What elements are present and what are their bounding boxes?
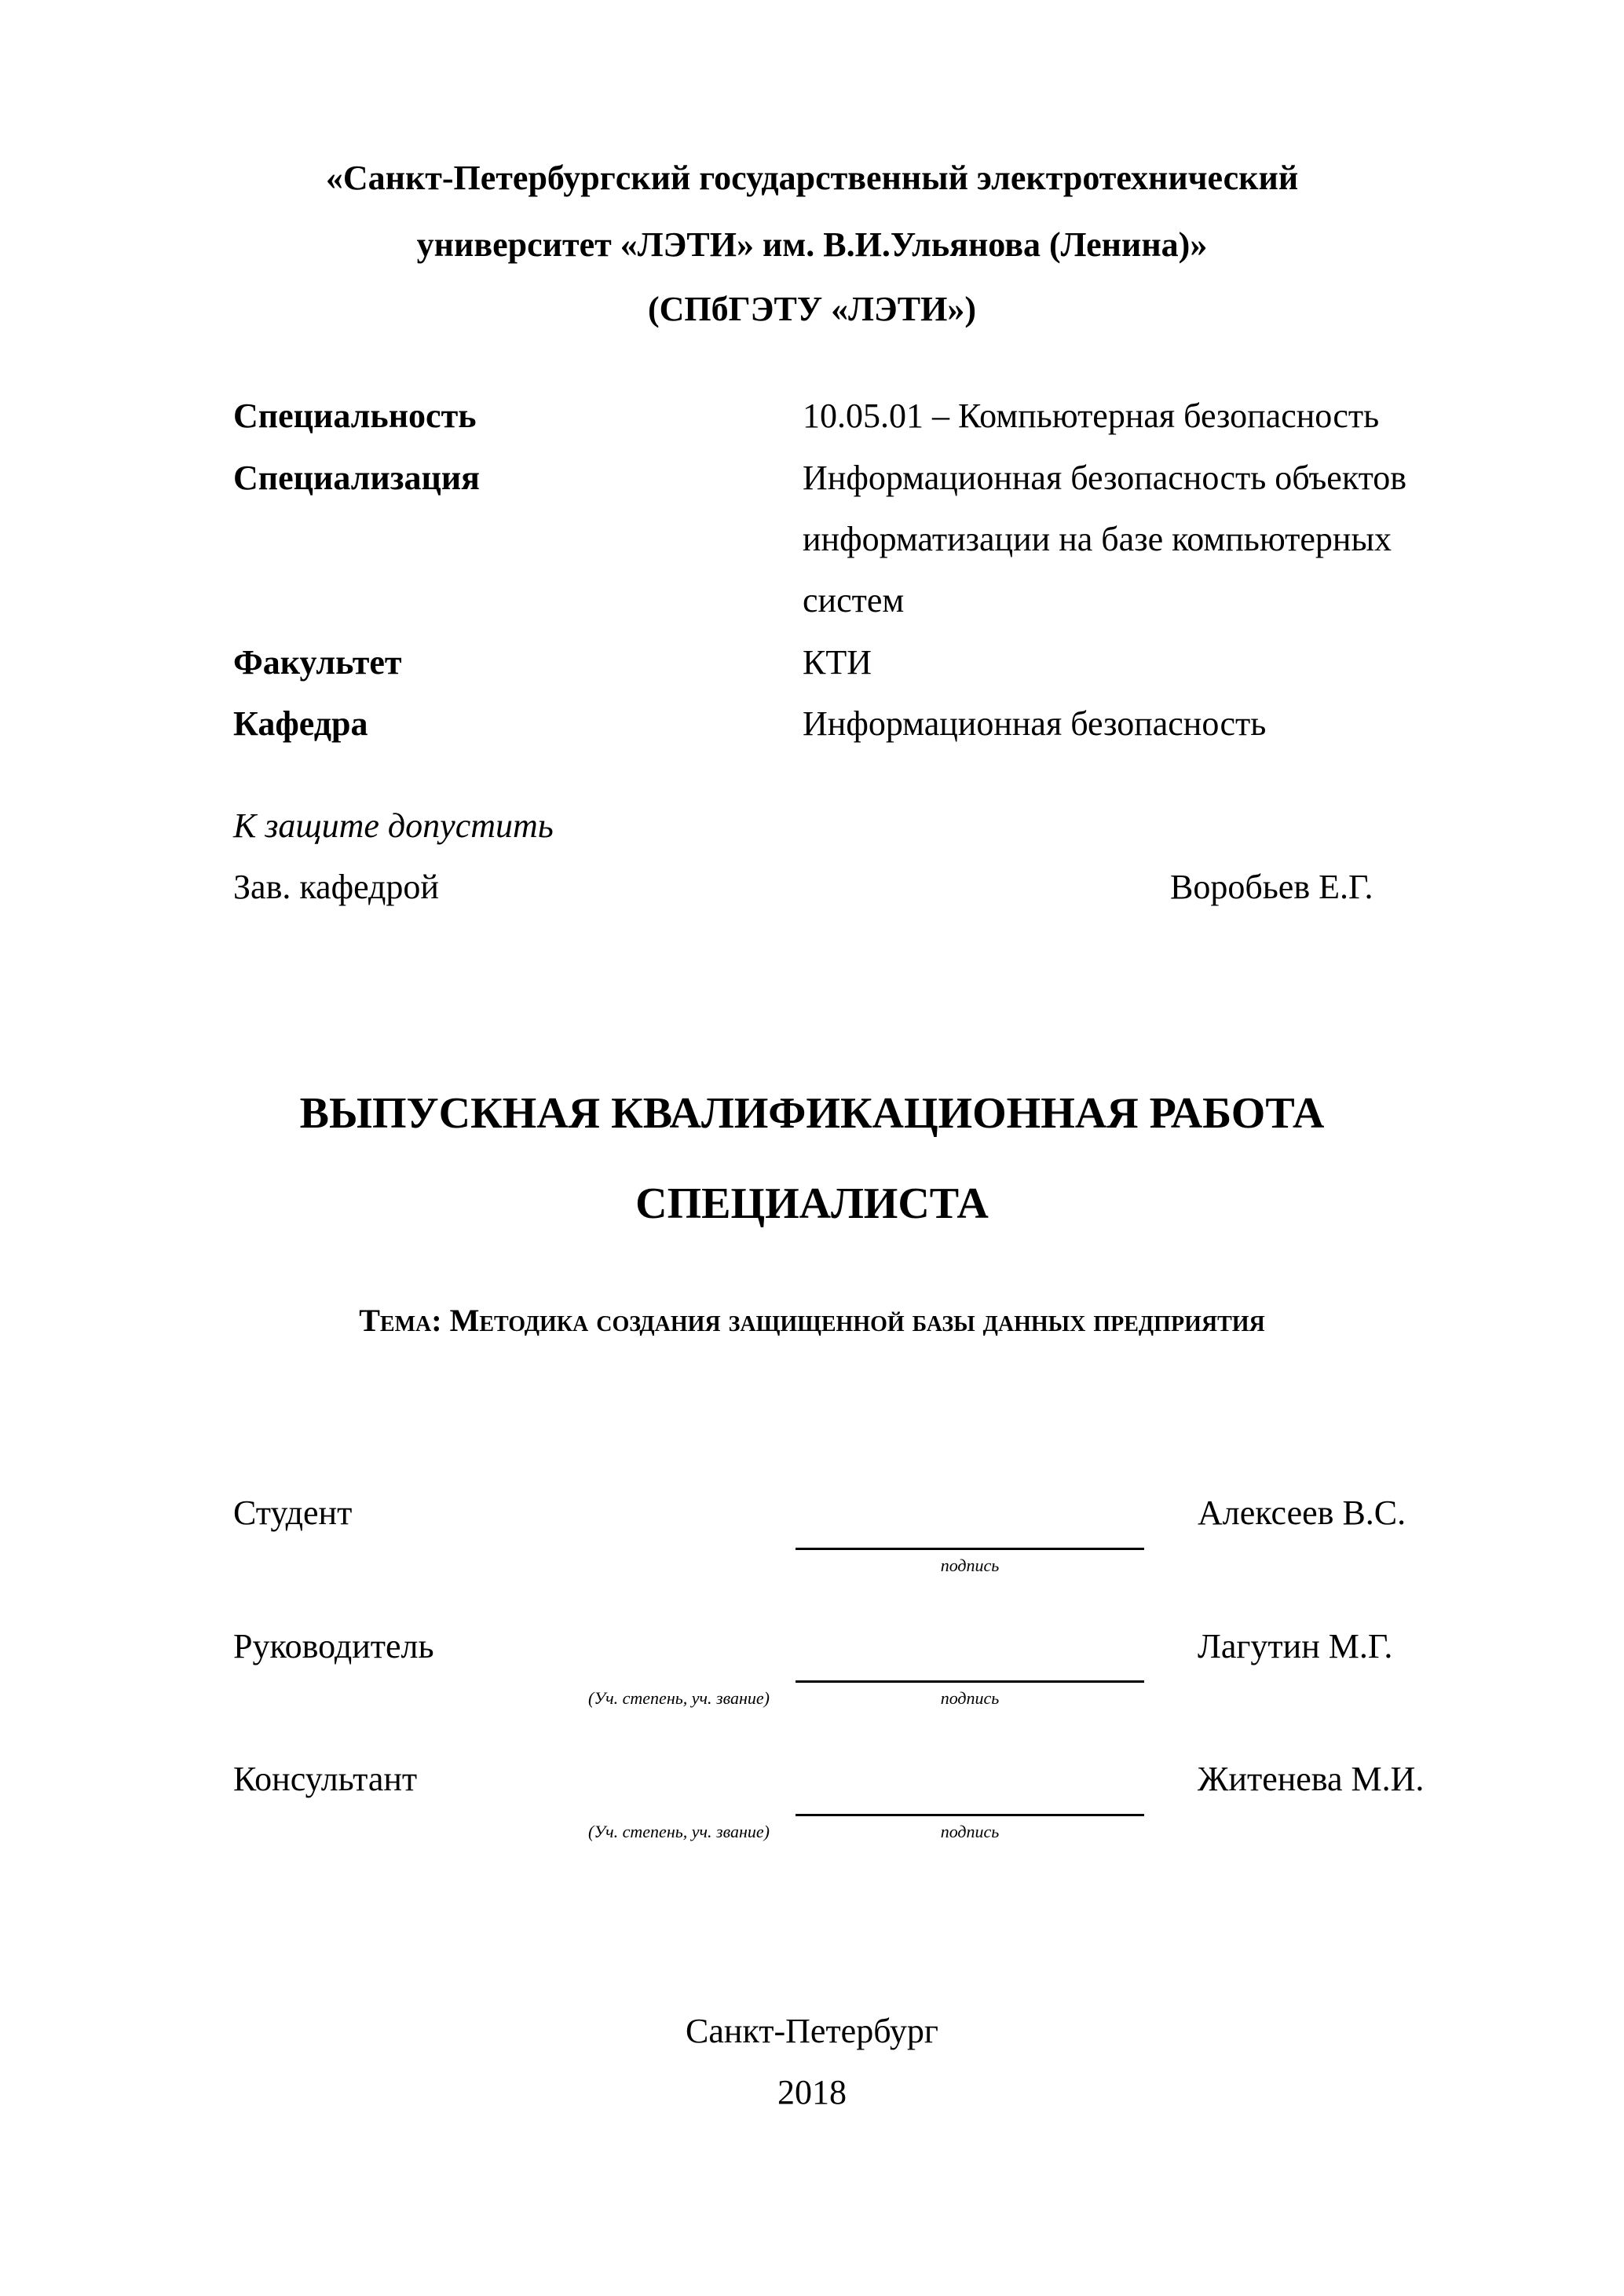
- department-label: Кафедра: [233, 704, 368, 743]
- head-of-department-name: Воробьев Е.Г.: [1170, 868, 1373, 906]
- consultant-degree-caption: (Уч. степень, уч. звание): [588, 1822, 770, 1841]
- consultant-role-label: Консультант: [233, 1760, 418, 1798]
- faculty-label: Факультет: [233, 643, 402, 682]
- footer-city: Санкт-Петербург: [686, 2012, 938, 2050]
- supervisor-role-label: Руководитель: [233, 1627, 434, 1665]
- specialization-label: Специализация: [233, 459, 480, 497]
- department-value: Информационная безопасность: [803, 704, 1267, 743]
- consultant-name: Житенева М.И.: [1198, 1760, 1425, 1798]
- faculty-value: КТИ: [803, 643, 872, 682]
- specialization-value-line-2: информатизации на базе компьютерных: [803, 520, 1392, 558]
- student-role-label: Студент: [233, 1493, 353, 1532]
- supervisor-signature-line: [796, 1680, 1144, 1683]
- thesis-topic: Тема: Методика создания защищенной базы данных предприятия: [359, 1303, 1265, 1338]
- document-title-line-1: ВЫПУСКНАЯ КВАЛИФИКАЦИОННАЯ РАБОТА: [299, 1089, 1325, 1138]
- consultant-signature-line: [796, 1814, 1144, 1816]
- specialization-value-line-3: систем: [803, 581, 905, 620]
- university-name-line-1: «Санкт-Петербургский государственный электротехнический: [325, 159, 1299, 197]
- student-name: Алексеев В.С.: [1198, 1493, 1406, 1532]
- supervisor-degree-caption: (Уч. степень, уч. звание): [588, 1688, 770, 1708]
- admission-label: К защите допустить: [233, 806, 554, 845]
- specialty-value: 10.05.01 – Компьютерная безопасность: [803, 397, 1380, 435]
- head-of-department-label: Зав. кафедрой: [233, 868, 439, 906]
- footer-year: 2018: [777, 2073, 847, 2111]
- student-signature-line: [796, 1548, 1144, 1550]
- student-signature-caption: подпись: [940, 1556, 1000, 1575]
- supervisor-signature-caption: подпись: [940, 1688, 1000, 1708]
- university-name-line-2: университет «ЛЭТИ» им. В.И.Ульянова (Ленина)»: [416, 225, 1208, 264]
- supervisor-name: Лагутин М.Г.: [1198, 1627, 1393, 1665]
- document-title-line-2: СПЕЦИАЛИСТА: [635, 1179, 989, 1228]
- university-short-name: (СПбГЭТУ «ЛЭТИ»): [648, 290, 976, 328]
- specialty-label: Специальность: [233, 397, 477, 435]
- specialization-value-line-1: Информационная безопасность объектов: [803, 459, 1407, 497]
- consultant-signature-caption: подпись: [940, 1822, 1000, 1841]
